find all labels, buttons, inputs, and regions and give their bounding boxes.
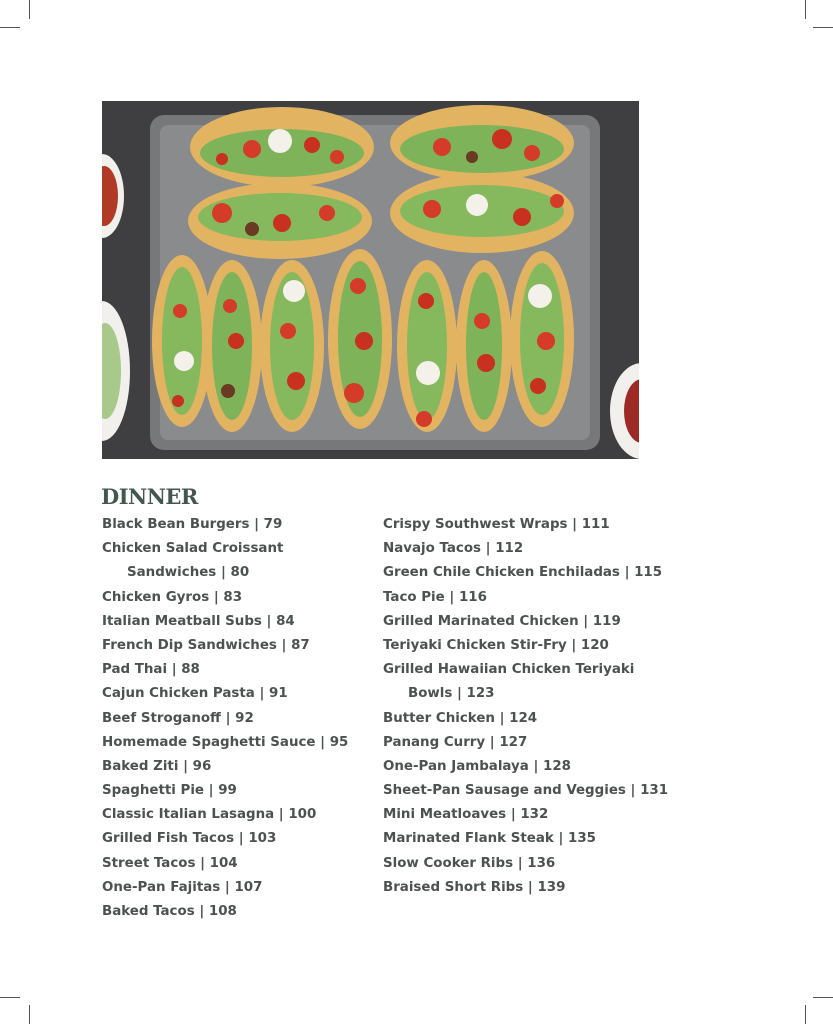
list-item: Pad Thai | 88: [102, 662, 200, 678]
list-item: Sandwiches | 80: [127, 565, 250, 581]
recipe-list-left: [102, 513, 348, 924]
list-item: French Dip Sandwiches | 87: [102, 637, 310, 653]
list-item: Spaghetti Pie | 99: [102, 783, 237, 799]
crop-mark: [0, 27, 20, 28]
list-item: Teriyaki Chicken Stir-Fry | 120: [383, 637, 609, 653]
crop-mark: [805, 0, 806, 19]
list-item: Butter Chicken | 124: [383, 710, 538, 726]
list-item: Navajo Tacos | 112: [383, 541, 524, 557]
list-item: Sheet-Pan Sausage and Veggies | 131: [383, 783, 669, 799]
list-item: Braised Short Ribs | 139: [383, 879, 566, 895]
list-item: Black Bean Burgers | 79: [102, 517, 283, 532]
list-item: Taco Pie | 116: [383, 589, 487, 605]
list-item: Chicken Gyros | 83: [102, 589, 243, 605]
list-item: Street Tacos | 104: [102, 855, 238, 871]
list-item: One-Pan Fajitas | 107: [102, 879, 263, 895]
section-heading: DINNER: [101, 484, 198, 509]
list-item: Marinated Flank Steak | 135: [383, 831, 596, 847]
list-item: Crispy Southwest Wraps | 111: [383, 517, 610, 532]
crop-mark: [29, 1005, 30, 1024]
crop-mark: [0, 997, 20, 998]
list-item: Homemade Spaghetti Sauce | 95: [102, 734, 349, 750]
crop-mark: [813, 997, 833, 998]
list-item: Grilled Marinated Chicken | 119: [383, 613, 621, 629]
list-item: Beef Stroganoff | 92: [102, 710, 254, 726]
list-item: Slow Cooker Ribs | 136: [383, 855, 556, 871]
recipe-list-right: [383, 513, 668, 900]
tacos-illustration: [102, 101, 639, 459]
crop-mark: [805, 1005, 806, 1024]
list-item: Green Chile Chicken Enchiladas | 115: [383, 565, 663, 581]
list-item: Baked Tacos | 108: [102, 904, 237, 919]
list-item: Classic Italian Lasagna | 100: [102, 807, 317, 823]
list-item: Mini Meatloaves | 132: [383, 807, 549, 823]
list-item: Chicken Salad Croissant: [102, 541, 284, 557]
crop-mark: [813, 27, 833, 28]
list-item: Grilled Fish Tacos | 103: [102, 831, 277, 847]
crop-mark: [29, 0, 30, 19]
tacos-tray-photo: [102, 101, 639, 459]
list-item: Baked Ziti | 96: [102, 758, 212, 774]
list-item: Cajun Chicken Pasta | 91: [102, 686, 288, 702]
list-item: Italian Meatball Subs | 84: [102, 613, 295, 629]
list-item: Bowls | 123: [408, 686, 495, 702]
list-item: Grilled Hawaiian Chicken Teriyaki: [383, 662, 635, 678]
list-item: One-Pan Jambalaya | 128: [383, 758, 571, 774]
list-item: Panang Curry | 127: [383, 734, 528, 750]
